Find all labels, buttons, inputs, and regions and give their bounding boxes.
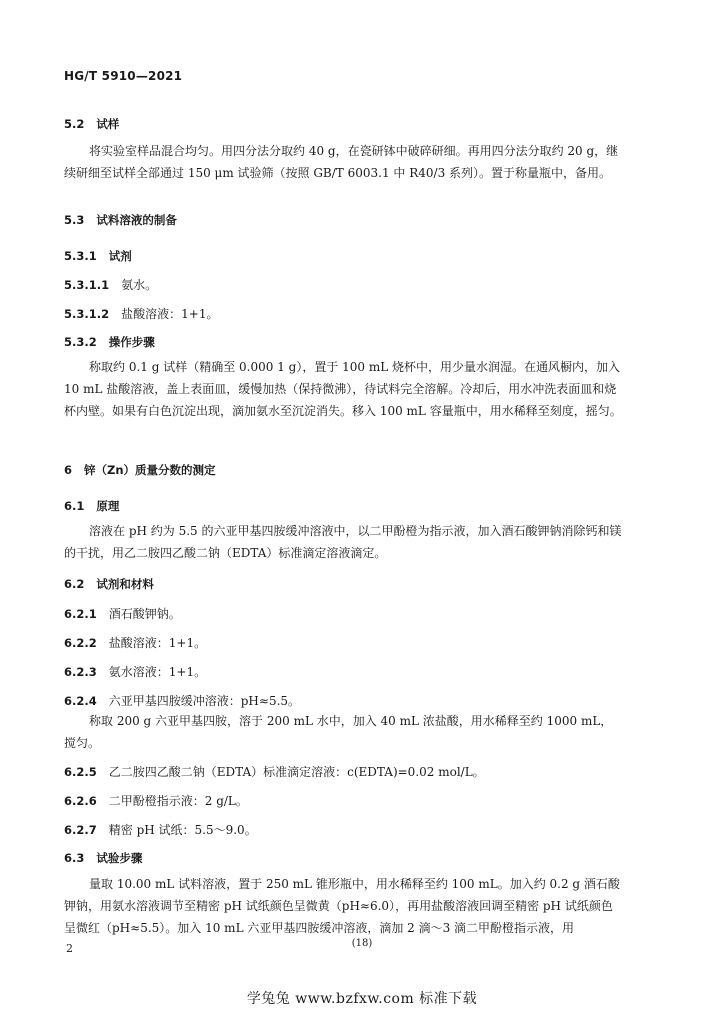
heading-6-2 xyxy=(64,576,154,592)
heading-5-3 xyxy=(64,212,177,228)
item-text: 氨水。 xyxy=(121,278,158,292)
item-number: 6.2.2 xyxy=(64,636,97,650)
watermark-footer: 学兔兔 www.bzfxw.com 标准下载 xyxy=(246,991,478,1007)
paragraph-6-1: 溶液在 pH 约为 5.5 的六亚甲基四胺缓冲溶液中，以二甲酚橙为指示液，加入酒石酸钾钠消除钙和镁的干扰，用乙二胺四乙酸二钠（EDTA）标准滴定溶液滴定。 xyxy=(64,524,622,560)
heading-title: 试剂 xyxy=(108,249,132,263)
heading-number: 6.3 xyxy=(64,851,85,865)
heading-number: 5.3.2 xyxy=(64,335,97,349)
item-number: 6.2.5 xyxy=(64,765,97,779)
standard-code: HG/T 5910—2021 xyxy=(64,69,183,83)
heading-number: 5.3.1 xyxy=(64,249,97,263)
item-text: 酒石酸钾钠。 xyxy=(108,607,181,621)
heading-5-2 xyxy=(64,116,119,132)
heading-title: 试验步骤 xyxy=(96,851,143,865)
heading-5-3-2 xyxy=(64,334,155,350)
heading-title: 原理 xyxy=(96,499,120,513)
item-text: 盐酸溶液：1+1。 xyxy=(121,307,219,321)
paragraph-6-3: 量取 10.00 mL 试料溶液，置于 250 mL 锥形瓶中，用水稀释至约 100 mL。加入约 0.2 g 酒石酸钾钠，用氨水溶液调节至精密 pH 试纸颜色呈微黄（pH≈6.0），再用盐酸溶液回调至精密 pH 试纸颜色呈微红（pH≈5.5）。加入 10 mL 六亚甲基四胺缓冲溶液，滴加 2 滴～3 滴二甲酚橙指示液，用 xyxy=(64,877,620,935)
item-number: 5.3.1.2 xyxy=(64,307,110,321)
heading-title: 试样 xyxy=(96,117,120,131)
item-6-2-7 xyxy=(64,821,257,838)
item-number: 6.2.3 xyxy=(64,665,97,679)
heading-title: 试料溶液的制备 xyxy=(96,213,177,227)
heading-number: 6.2 xyxy=(64,577,85,591)
heading-title: 试剂和材料 xyxy=(96,577,154,591)
heading-number: 6 xyxy=(64,463,73,477)
item-text: 盐酸溶液：1+1。 xyxy=(108,636,207,650)
item-text: 二甲酚橙指示液：2 g/L。 xyxy=(108,794,248,808)
item-6-2-4 xyxy=(64,692,300,709)
page-sequence: (18) xyxy=(351,938,373,949)
paragraph-6-2-4: 称取 200 g 六亚甲基四胺，溶于 200 mL 水中，加入 40 mL 浓盐酸，用水稀释至约 1000 mL，搅匀。 xyxy=(64,714,613,750)
heading-5-3-1 xyxy=(64,248,132,264)
item-6-2-2 xyxy=(64,634,206,651)
item-number: 5.3.1.1 xyxy=(64,278,110,292)
heading-number: 6.1 xyxy=(64,499,85,513)
item-text: 氨水溶液：1+1。 xyxy=(108,665,207,679)
item-number: 6.2.1 xyxy=(64,607,97,621)
heading-number: 5.3 xyxy=(64,213,85,227)
paragraph-5-3-2: 称取约 0.1 g 试样（精确至 0.000 1 g），置于 100 mL 烧杯中，用少量水润湿。在通风橱内，加入 10 mL 盐酸溶液，盖上表面皿，缓慢加热（保持微沸），待试料完全溶解。冷却后，用水冲洗表面皿和烧杯内壁。如果有白色沉淀出现，滴加氨水至沉淀消失。移入 100 mL 容量瓶中，用水稀释至刻度，摇匀。 xyxy=(64,360,622,418)
item-5-3-1-2 xyxy=(64,305,218,322)
item-text: 六亚甲基四胺缓冲溶液：pH≈5.5。 xyxy=(108,694,301,708)
paragraph-5-2: 将实验室样品混合均匀。用四分法分取约 40 g，在瓷研钵中破碎研细。再用四分法分取约 20 g，继续研细至试样全部通过 150 μm 试验筛（按照 GB/T 6003.1 中 R40/3 系列）。置于称量瓶中，备用。 xyxy=(64,144,619,180)
item-5-3-1-1 xyxy=(64,276,157,293)
item-6-2-6 xyxy=(64,792,248,809)
item-text: 精密 pH 试纸：5.5～9.0。 xyxy=(108,823,257,837)
heading-6-3 xyxy=(64,850,142,866)
item-number: 6.2.4 xyxy=(64,694,97,708)
page-number: 2 xyxy=(66,942,73,955)
heading-title: 锌（Zn）质量分数的测定 xyxy=(84,463,216,477)
heading-title: 操作步骤 xyxy=(108,335,155,349)
item-6-2-3 xyxy=(64,663,206,680)
item-number: 6.2.6 xyxy=(64,794,97,808)
heading-6-1 xyxy=(64,498,119,514)
item-6-2-5 xyxy=(64,763,485,780)
item-number: 6.2.7 xyxy=(64,823,97,837)
item-text: 乙二胺四乙酸二钠（EDTA）标准滴定溶液：c(EDTA)=0.02 mol/L。 xyxy=(108,765,485,779)
item-6-2-1 xyxy=(64,605,181,622)
heading-number: 5.2 xyxy=(64,117,85,131)
heading-6 xyxy=(64,462,216,478)
